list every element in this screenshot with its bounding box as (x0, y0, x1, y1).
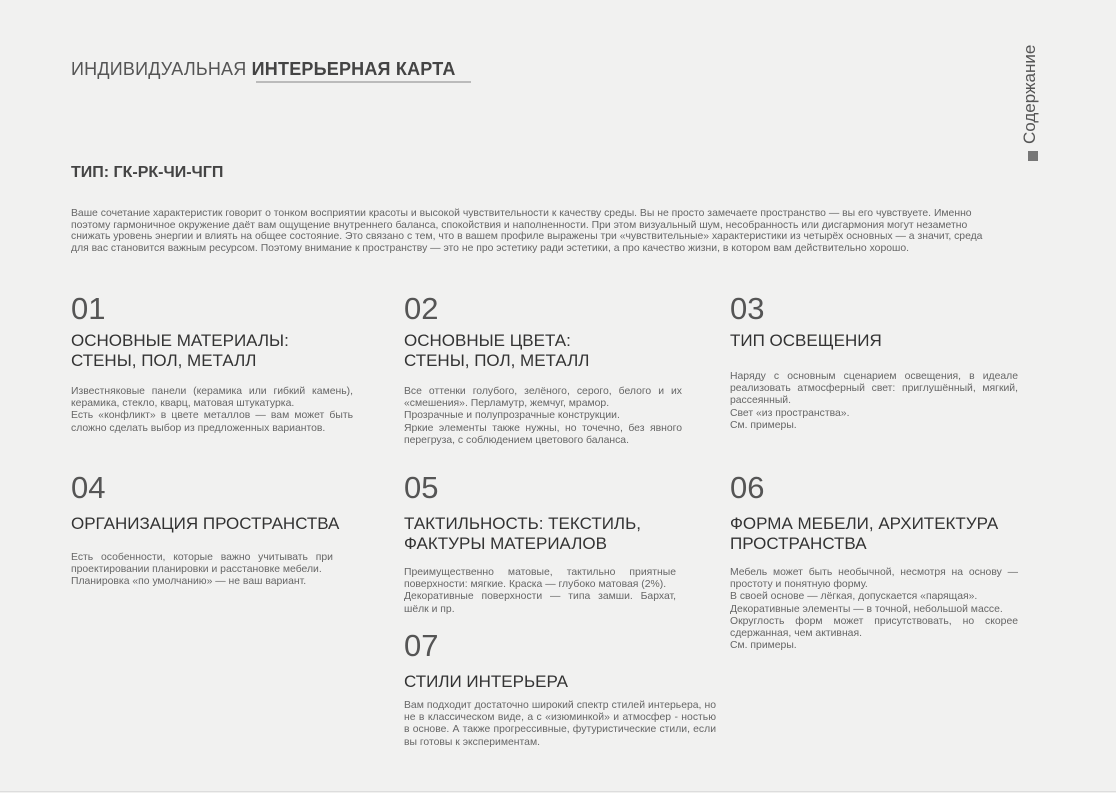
square-icon (1028, 151, 1038, 161)
section-heading: ТИП ОСВЕЩЕНИЯ (730, 331, 882, 350)
section-paragraph: Мебель может быть необычной, несмотря на основу — простоту и понятную форму. (730, 567, 1018, 591)
section-heading: ОСНОВНЫЕ ЦВЕТА: СТЕНЫ, ПОЛ, МЕТАЛЛ (404, 331, 590, 370)
intro-text: Ваше сочетание характеристик говорит о тонком восприятии красоты и высокой чувствительности к качеству среды. Вы не просто замечаете пространство — вы его чувствуете. Именно поэтому гармоничное окружение даёт вам ощущение внутреннего баланса, спокойствия и наполненности. При этом визуальный шум, несобранность или дисгармония могут незаметно снижать уровень энергии и влиять на общее состояние. Это связано с тем, что в вашем профиле выражены три «чувствительные» характеристики из четырёх основных — а значит, среда для вас становится важным ресурсом. Поэтому внимание к пространству — это не про эстетику ради эстетики, а про качество жизни, в котором вам действительно хорошо. (71, 208, 983, 254)
section-number: 01 (71, 291, 106, 326)
section-paragraph: Декоративные элементы — в точной, небольшой массе. (730, 603, 1003, 615)
section-number: 05 (404, 470, 439, 505)
section-paragraph: См. примеры. (730, 640, 797, 652)
section-paragraph: Все оттенки голубого, зелёного, серого, белого и их «смешения». Перламутр, жемчуг, мрамор. (404, 386, 682, 410)
section-heading: ТАКТИЛЬНОСТЬ: ТЕКСТИЛЬ, ФАКТУРЫ МАТЕРИАЛОВ (404, 514, 641, 553)
section-paragraph: Прозрачные и полупрозрачные конструкции. (404, 410, 620, 422)
section-paragraph: Вам подходит достаточно широкий спектр стилей интерьера, но не в классическом виде, а с «изюминкой» и атмосфер - ностью в основе. А также прогрессивные, футуристические стили, если вы готовы к экспериментам. (404, 700, 716, 748)
section-paragraph: Округлость форм может присутствовать, но скорее сдержанная, чем активная. (730, 615, 1018, 640)
section-paragraph: Есть «конфликт» в цвете металлов — вам может быть сложно сделать выбор из предложенных вариантов. (71, 410, 353, 434)
divider (0, 791, 1116, 792)
contents-label[interactable]: Содержание (1020, 44, 1039, 144)
section-body (404, 700, 716, 749)
section-heading: ОРГАНИЗАЦИЯ ПРОСТРАНСТВА (71, 514, 340, 533)
section-paragraph: Декоративные поверхности — типа замши. Бархат, шёлк и пр. (404, 591, 676, 615)
section-paragraph: Наряду с основным сценарием освещения, в идеале реализовать атмосферный свет: приглушённый, мягкий, рассеянный. (730, 371, 1018, 407)
section-heading: ОСНОВНЫЕ МАТЕРИАЛЫ: СТЕНЫ, ПОЛ, МЕТАЛЛ (71, 331, 289, 370)
section-body (730, 567, 1018, 652)
contents-link[interactable] (1012, 34, 1052, 164)
section-number: 03 (730, 291, 765, 326)
section-number: 07 (404, 628, 439, 663)
title-light: ИНДИВИДУАЛЬНАЯ (71, 59, 247, 79)
section-body (71, 552, 333, 589)
section-paragraph: Яркие элементы также нужны, но точечно, без явного перегруза, с соблюдением цветового баланса. (404, 422, 682, 446)
title-underline (256, 81, 471, 83)
section-paragraph: Преимущественно матовые, тактильно приятные поверхности: мягкие. Краска — глубоко матовая (2%). (404, 567, 676, 591)
section-paragraph: В своей основе — лёгкая, допускается «парящая». (730, 591, 978, 603)
type-label: ТИП: ГК-РК-ЧИ-ЧГП (71, 164, 224, 181)
section-paragraph: Свет «из пространства». (730, 407, 850, 419)
section-number: 02 (404, 291, 439, 326)
section-paragraph: Планировка «по умолчанию» — не ваш вариант. (71, 576, 307, 588)
section-heading: СТИЛИ ИНТЕРЬЕРА (404, 672, 569, 691)
section-number: 04 (71, 470, 106, 505)
section-paragraph: Есть особенности, которые важно учитывать при проектировании планировки и расстановке мебели. (71, 552, 333, 576)
section-paragraph: См. примеры. (730, 419, 797, 431)
section-body (404, 567, 676, 616)
section-body (404, 386, 682, 447)
section-heading: ФОРМА МЕБЕЛИ, АРХИТЕКТУРА ПРОСТРАНСТВА (730, 514, 999, 553)
page-title (71, 59, 456, 80)
section-paragraph: Известняковые панели (керамика или гибкий камень), керамика, стекло, кварц, матовая штукатурка. (71, 386, 353, 410)
section-body (71, 386, 353, 435)
section-body (730, 371, 1018, 432)
title-bold: ИНТЕРЬЕРНАЯ КАРТА (251, 59, 456, 79)
section-number: 06 (730, 470, 765, 505)
